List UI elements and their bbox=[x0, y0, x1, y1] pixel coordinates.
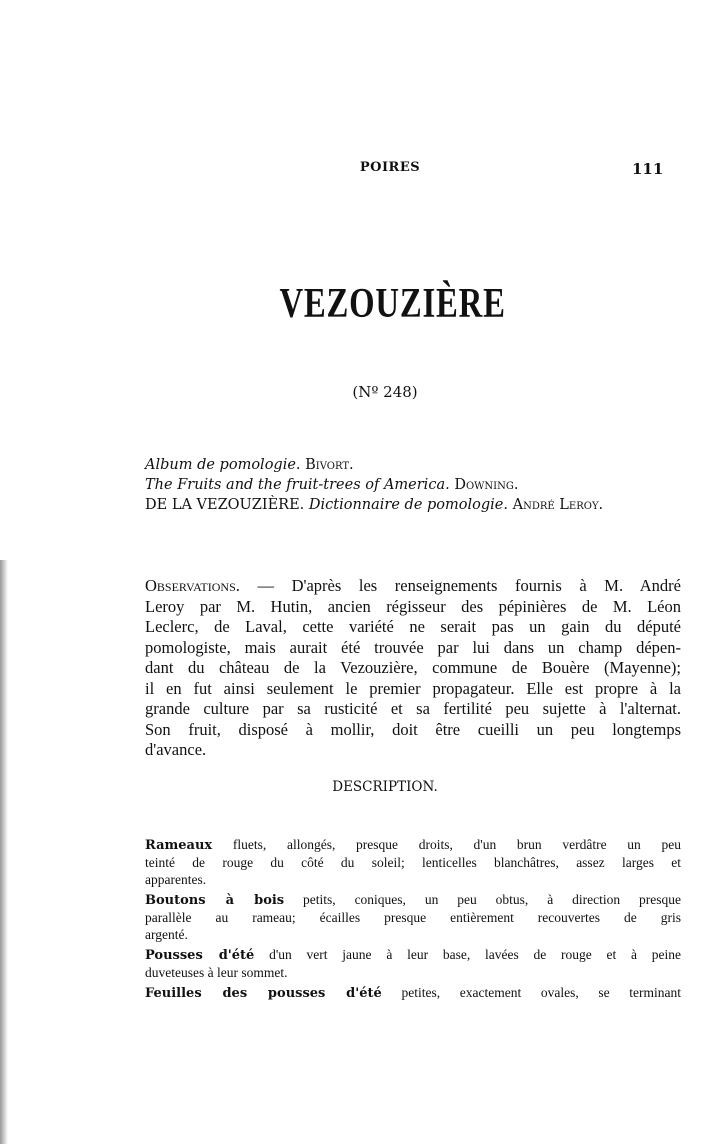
text-line: apparentes. bbox=[145, 872, 207, 887]
description-term: Pousses d'été bbox=[145, 948, 255, 963]
text-line bbox=[145, 891, 681, 909]
reference-author: Bivort. bbox=[305, 457, 354, 473]
variety-number: (Nº 248) bbox=[352, 383, 418, 401]
reference-work: Dictionnaire de pomologie. bbox=[308, 497, 508, 513]
observations-label: Observations. bbox=[145, 576, 240, 595]
text-span: petites, exactement ovales, se terminant bbox=[381, 985, 682, 1000]
scan-edge bbox=[0, 560, 8, 1144]
reference bbox=[145, 455, 603, 475]
reference-author: Downing. bbox=[454, 477, 519, 493]
text-line: parallèle au rameau; écailles presque entièrement recouvertes de gris bbox=[145, 910, 681, 925]
text-line: Leclerc, de Laval, cette variété ne serait pas un gain du député bbox=[145, 617, 681, 636]
description-item bbox=[145, 946, 681, 981]
text-span: — D'après les renseignements fournis à M. André bbox=[239, 576, 681, 595]
text-span: petits, coniques, un peu obtus, à direction presque bbox=[284, 892, 681, 907]
reference-author: André Leroy. bbox=[512, 497, 604, 513]
description-term: Boutons à bois bbox=[145, 893, 285, 908]
observations-paragraph bbox=[145, 576, 681, 761]
reference-work: Album de pomologie. bbox=[145, 457, 301, 473]
text-span: fluets, allongés, presque droits, d'un brun verdâtre un peu bbox=[212, 837, 681, 852]
text-line: Leroy par M. Hutin, ancien régisseur des pépinières de M. Léon bbox=[145, 596, 681, 616]
reference-synonym: DE LA VEZOUZIÈRE. bbox=[145, 497, 305, 513]
page-title: VEZOUZIÈRE bbox=[279, 281, 506, 327]
text-line bbox=[145, 576, 681, 597]
running-header: POIRES bbox=[359, 160, 421, 175]
description-item bbox=[145, 836, 681, 888]
reference bbox=[145, 475, 603, 495]
description-heading: DESCRIPTION. bbox=[332, 779, 438, 795]
description-item bbox=[145, 891, 681, 943]
text-span: d'un vert jaune à leur base, lavées de rouge et à peine bbox=[254, 947, 682, 962]
text-line bbox=[145, 946, 681, 964]
text-line: grande culture par sa rusticité et sa fertilité peu sujette à l'alternat. bbox=[145, 699, 681, 718]
description-term: Rameaux bbox=[145, 838, 213, 853]
description-item bbox=[145, 984, 681, 1002]
text-line: teinté de rouge du côté du soleil; lenticelles blanchâtres, assez larges et bbox=[145, 855, 681, 870]
references bbox=[145, 455, 603, 515]
text-line: duveteuses à leur sommet. bbox=[145, 965, 288, 980]
reference bbox=[145, 495, 603, 515]
text-line bbox=[145, 984, 681, 1002]
text-line: argenté. bbox=[145, 927, 188, 942]
description-term: Feuilles des pousses d'été bbox=[145, 986, 382, 1001]
page-number: 111 bbox=[632, 160, 664, 178]
reference-work: The Fruits and the fruit-trees of America. bbox=[145, 477, 450, 493]
text-line: d'avance. bbox=[145, 740, 207, 759]
text-line: pomologiste, mais aurait été trouvée par lui dans un champ dépen- bbox=[145, 637, 681, 657]
text-line bbox=[145, 836, 681, 854]
text-line: dant du château de la Vezouzière, commune de Bouère (Mayenne); bbox=[145, 658, 681, 677]
description-list bbox=[145, 836, 681, 1005]
text-line: il en fut ainsi seulement le premier propagateur. Elle est propre à la bbox=[145, 678, 681, 698]
text-line: Son fruit, disposé à mollir, doit être cueilli un peu longtemps bbox=[145, 719, 681, 739]
